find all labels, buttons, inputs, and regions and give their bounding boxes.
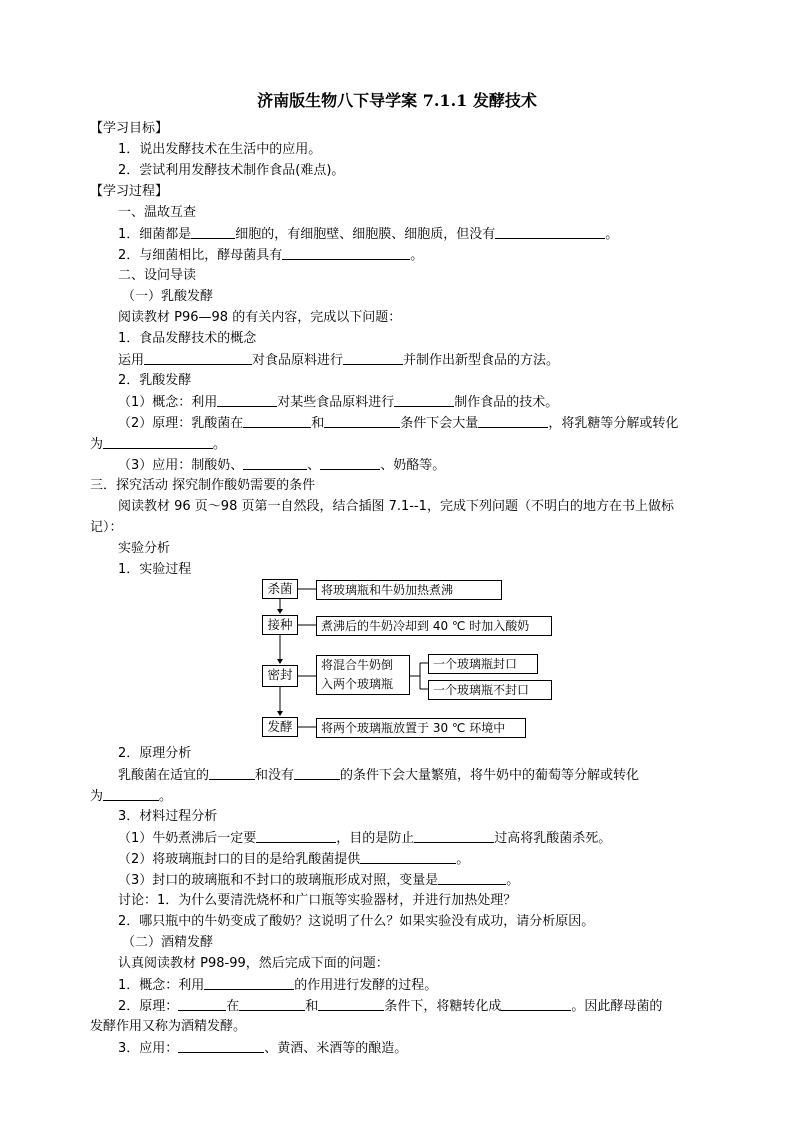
text: 、 [307, 458, 321, 473]
text: （1）概念：利用 [118, 395, 218, 410]
step-seal: 密封 [262, 665, 298, 687]
question-bacteria [118, 224, 618, 245]
text: 过高将乳酸菌杀死。 [494, 831, 612, 846]
question-yeast [118, 245, 423, 266]
experiment-flowchart [262, 577, 562, 743]
answer-blank[interactable] [144, 350, 252, 365]
answer-blank[interactable] [495, 224, 605, 239]
answer-blank[interactable] [294, 765, 340, 780]
subheading-experiment-analysis: 实验分析 [118, 541, 171, 556]
discussion-1: 讨论：1．为什么要清洗烧杯和广口瓶等实验器材，并进行加热处理？ [118, 893, 517, 908]
subheading-lactic-fermentation: （一）乳酸发酵 [122, 289, 214, 304]
question-alcohol-concept [118, 975, 437, 996]
option-unsealed: 一个玻璃瓶不封口 [428, 680, 552, 700]
item-material-analysis: 3．材料过程分析 [118, 809, 218, 824]
text: 运用 [118, 353, 145, 368]
answer-blank[interactable] [243, 455, 307, 470]
answer-blank[interactable] [320, 455, 380, 470]
answer-blank[interactable] [178, 996, 226, 1011]
question-lactic-application [118, 455, 445, 476]
answer-blank[interactable] [103, 786, 159, 801]
answer-blank[interactable] [394, 392, 454, 407]
step-sterilize-desc: 将玻璃瓶和牛奶加热煮沸 [316, 580, 502, 600]
answer-blank[interactable] [343, 350, 403, 365]
answer-blank[interactable] [282, 245, 410, 260]
answer-blank[interactable] [324, 413, 400, 428]
activity-instruction-cont: 记）： [90, 520, 123, 535]
text: 。因此酵母菌的 [571, 999, 663, 1014]
text: （1）牛奶煮沸后一定要 [118, 831, 257, 846]
question-seal-purpose [118, 849, 469, 870]
option-sealed: 一个玻璃瓶封口 [428, 654, 538, 674]
question-variable [118, 870, 519, 891]
subheading-alcohol-fermentation: （二）酒精发酵 [122, 935, 214, 950]
text: 和 [305, 999, 319, 1014]
text: 。 [456, 852, 470, 867]
answer-blank[interactable] [243, 413, 311, 428]
reading-instruction-2: 认真阅读教材 P98-99，然后完成下面的问题： [118, 956, 389, 971]
section-heading-objectives: 【学习目标】 [90, 121, 169, 136]
step-inoculate-desc: 煮沸后的牛奶冷却到 40 ℃ 时加入酸奶 [316, 616, 552, 636]
question-alcohol-application [118, 1038, 407, 1059]
text: 制作食品的技术。 [454, 395, 559, 410]
text: 和没有 [255, 768, 295, 783]
question-lactic-concept [118, 392, 558, 413]
text: （3）封口的玻璃瓶和不封口的玻璃瓶形成对照，变量是 [118, 873, 439, 888]
answer-blank[interactable] [191, 224, 235, 239]
text: （3）应用：制酸奶、 [118, 458, 244, 473]
step-sterilize: 杀菌 [262, 579, 298, 599]
text: 。 [410, 248, 424, 263]
question-principle [118, 765, 639, 786]
text: ，目的是防止 [336, 831, 415, 846]
answer-blank[interactable] [209, 765, 255, 780]
text: 1．细菌都是 [118, 227, 192, 242]
objective-2: 2．尝试利用发酵技术制作食品(难点)。 [118, 163, 345, 178]
text: 、黄酒、米酒等的酿造。 [264, 1041, 408, 1056]
answer-blank[interactable] [438, 870, 506, 885]
section-heading-process: 【学习过程】 [90, 184, 169, 199]
text: （2）将玻璃瓶封口的目的是给乳酸菌提供 [118, 852, 361, 867]
subheading-guided-reading: 二、设问导读 [118, 268, 197, 283]
activity-instruction: 阅读教材 96 页～98 页第一自然段，结合插图 7.1--1，完成下列问题（不明白的地方在书上做标 [118, 499, 674, 514]
reading-instruction: 阅读教材 P96—98 的有关内容，完成以下问题： [118, 310, 402, 325]
text: 3．应用： [118, 1041, 179, 1056]
answer-blank[interactable] [501, 996, 571, 1011]
text: 对某些食品原料进行 [277, 395, 395, 410]
text: 细胞的，有细胞壁、细胞膜、细胞质，但没有 [235, 227, 496, 242]
question-alcohol-principle [118, 996, 662, 1017]
text: 条件下，将糖转化成 [384, 999, 502, 1014]
text: 。 [506, 873, 520, 888]
text: 为 [90, 789, 104, 804]
text: 对食品原料进行 [252, 353, 344, 368]
text: 乳酸菌在适宜的 [118, 768, 210, 783]
discussion-2: 2．哪只瓶中的牛奶变成了酸奶？这说明了什么？如果实验没有成功，请分析原因。 [118, 914, 595, 929]
item-concept: 1．食品发酵技术的概念 [118, 331, 257, 346]
answer-blank[interactable] [178, 1038, 264, 1053]
text: 2．与细菌相比，酵母菌具有 [118, 248, 283, 263]
question-lactic-principle-cont [90, 434, 226, 455]
answer-blank[interactable] [360, 849, 456, 864]
text: ，将乳糖等分解或转化 [548, 416, 679, 431]
answer-blank[interactable] [217, 392, 277, 407]
question-concept [118, 350, 559, 371]
question-lactic-principle [118, 413, 678, 434]
answer-blank[interactable] [256, 828, 336, 843]
item-experiment-process: 1．实验过程 [118, 562, 192, 577]
text: 的条件下会大量繁殖，将牛奶中的葡萄等分解或转化 [340, 768, 640, 783]
text: （2）原理：乳酸菌在 [118, 416, 244, 431]
item-principle-analysis: 2．原理分析 [118, 746, 192, 761]
question-alcohol-principle-cont: 发酵作用又称为酒精发酵。 [90, 1019, 247, 1034]
question-principle-cont [90, 786, 172, 807]
text: 入两个玻璃瓶 [321, 677, 394, 691]
text: 条件下会大量 [400, 416, 479, 431]
text: 2．原理： [118, 999, 179, 1014]
text: 并制作出新型食品的方法。 [403, 353, 560, 368]
subheading-review: 一、温故互查 [118, 205, 197, 220]
answer-blank[interactable] [239, 996, 305, 1011]
text: 为 [90, 437, 104, 452]
text: 将混合牛奶倒 [321, 658, 394, 672]
answer-blank[interactable] [478, 413, 548, 428]
step-ferment: 发酵 [262, 717, 298, 737]
section-heading-activity: 三．探究活动 探究制作酸奶需要的条件 [90, 478, 316, 493]
question-boil [118, 828, 611, 849]
answer-blank[interactable] [414, 828, 494, 843]
text: 。 [605, 227, 619, 242]
page-title: 济南版生物八下导学案 7.1.1 发酵技术 [257, 91, 537, 110]
text: 。 [213, 437, 227, 452]
text: 、奶酪等。 [380, 458, 446, 473]
objective-1: 1．说出发酵技术在生活中的应用。 [118, 142, 322, 157]
answer-blank[interactable] [204, 975, 294, 990]
text: 1．概念：利用 [118, 978, 205, 993]
step-seal-desc [316, 655, 410, 695]
answer-blank[interactable] [318, 996, 384, 1011]
step-ferment-desc: 将两个玻璃瓶放置于 30 ℃ 环境中 [316, 718, 526, 738]
step-inoculate: 接种 [262, 615, 298, 635]
text: 在 [226, 999, 240, 1014]
text: 和 [311, 416, 325, 431]
text: 。 [159, 789, 173, 804]
answer-blank[interactable] [103, 434, 213, 449]
item-lactic-fermentation: 2．乳酸发酵 [118, 373, 192, 388]
text: 的作用进行发酵的过程。 [294, 978, 438, 993]
